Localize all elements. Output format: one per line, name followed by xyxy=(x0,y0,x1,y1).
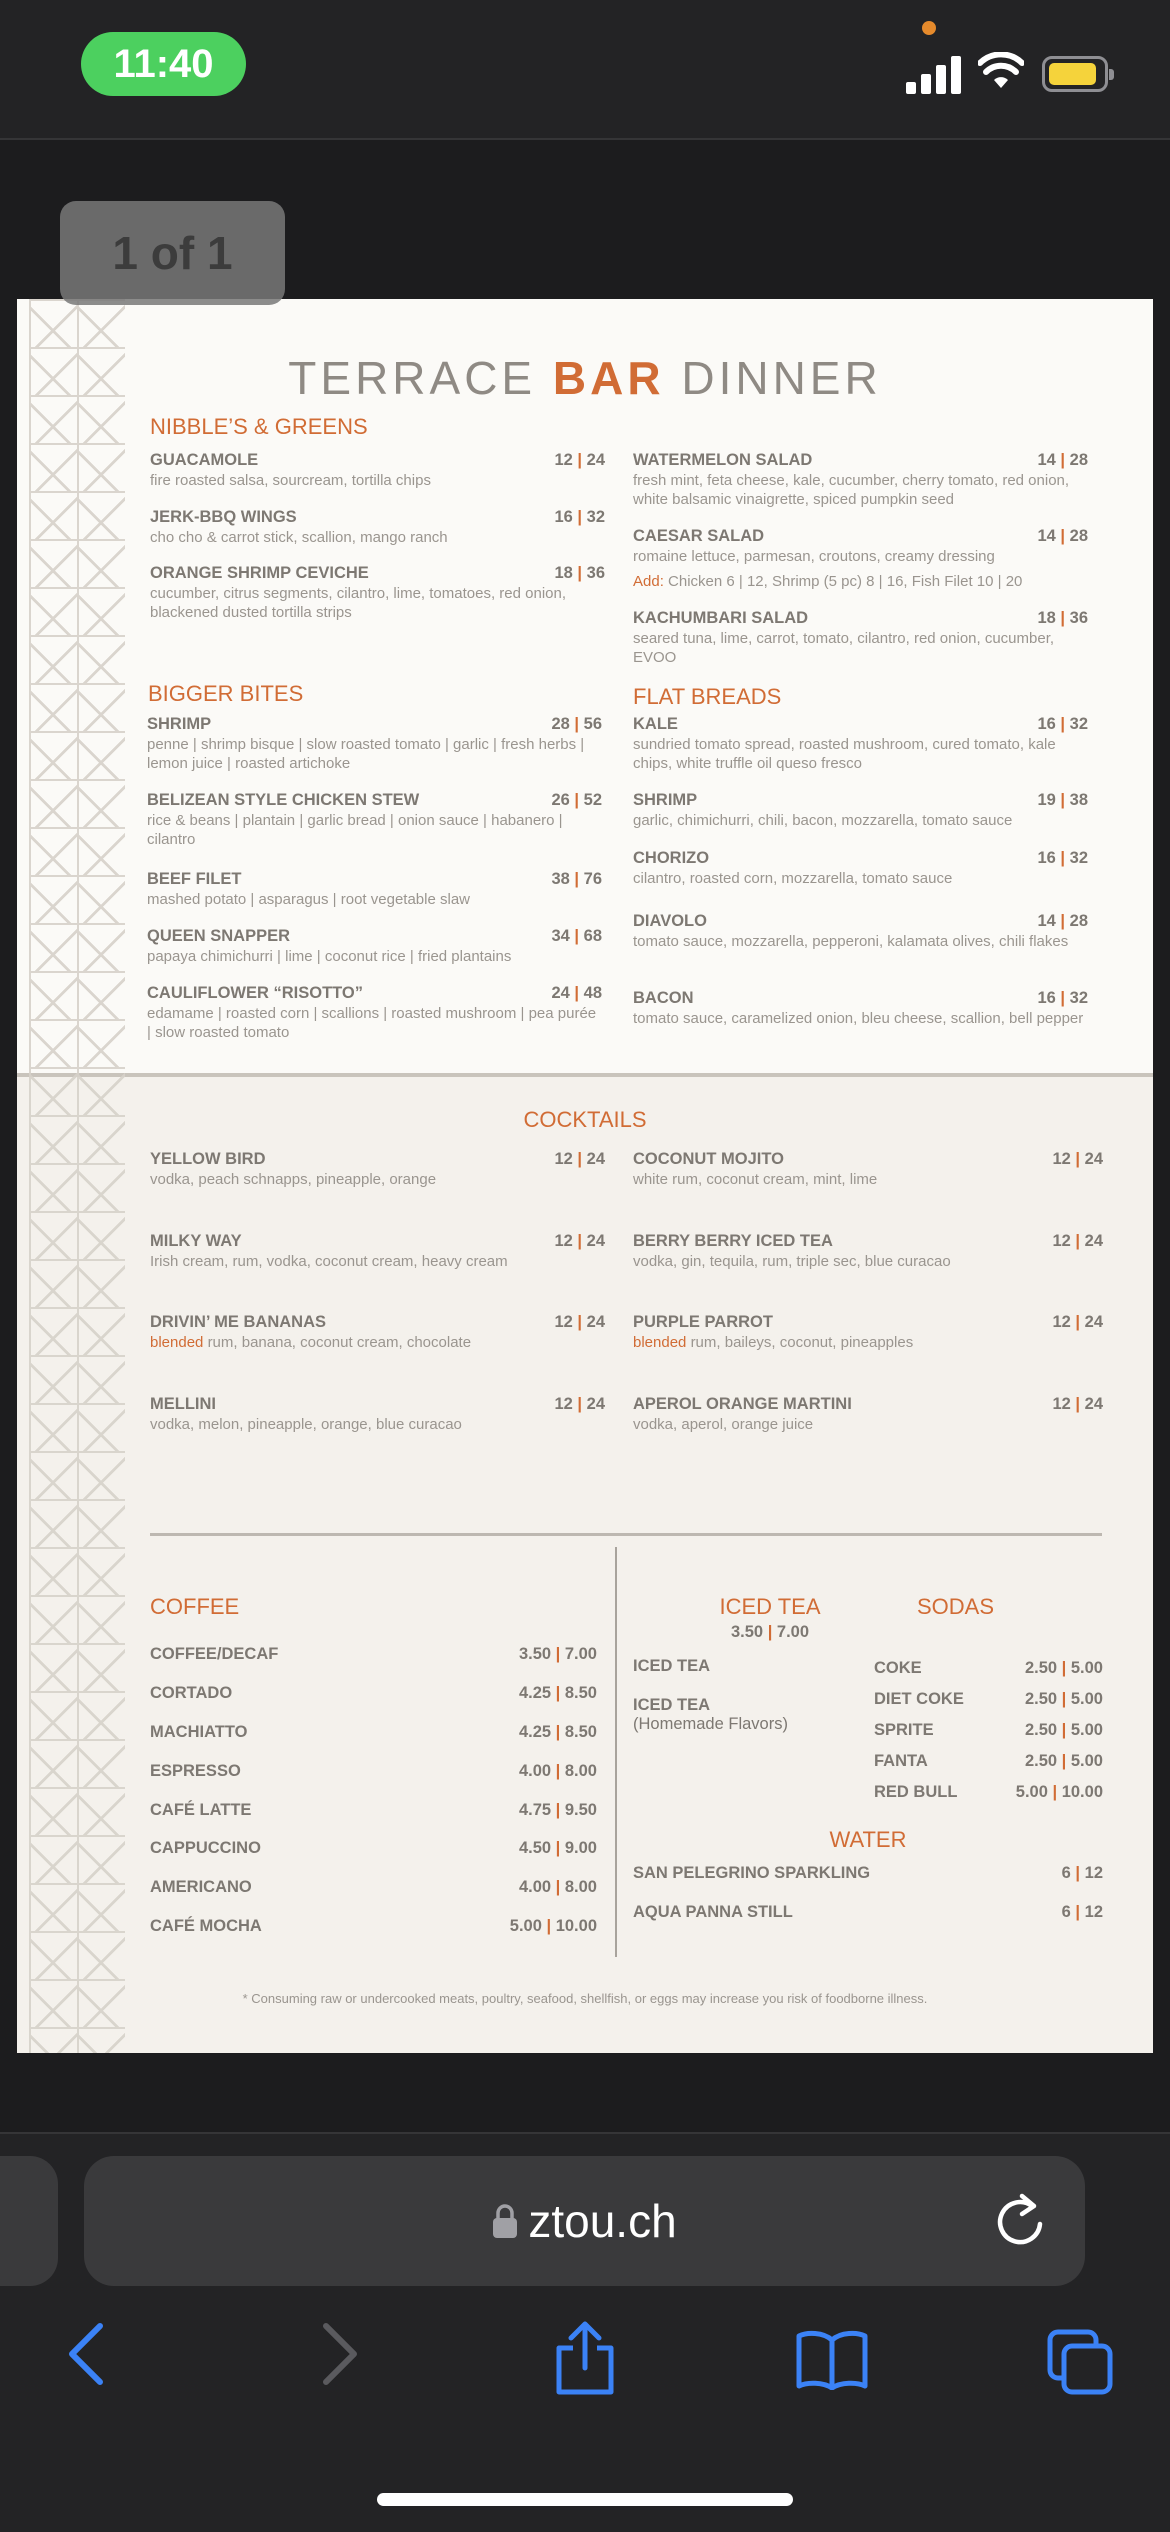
forward-icon[interactable] xyxy=(320,2322,360,2386)
item-price: 12 | 24 xyxy=(554,1395,605,1413)
iced-tea-item: ICED TEA xyxy=(633,1657,711,1675)
item-price: 16 | 32 xyxy=(1037,715,1088,733)
menu-item xyxy=(147,927,602,966)
item-name: COCONUT MOJITO xyxy=(633,1150,784,1168)
foodborne-disclaimer: * Consuming raw or undercooked meats, poultry, seafood, shellfish, or eggs may increase you risk of foodborne illness. xyxy=(242,1991,928,2006)
item-desc: seared tuna, lime, carrot, tomato, cilantro, red onion, cucumber, EVOO xyxy=(633,630,1055,666)
item-name: SHRIMP xyxy=(633,791,698,809)
item-desc: cucumber, citrus segments, cilantro, lime, tomatoes, red onion, blackened dusted tortilla strips xyxy=(150,585,567,621)
item-desc: blended rum, baileys, coconut, pineapples xyxy=(633,1334,914,1351)
menu-item xyxy=(633,989,1088,1028)
item-price: 14 | 28 xyxy=(1037,451,1088,469)
item-desc: white rum, coconut cream, mint, lime xyxy=(633,1171,878,1188)
menu-item xyxy=(633,1232,1103,1271)
item-desc: tomato sauce, mozzarella, pepperoni, kalamata olives, chili flakes xyxy=(633,933,1069,950)
item-price: 18 | 36 xyxy=(1037,609,1088,627)
item-price: 14 | 28 xyxy=(1037,527,1088,545)
soda-item: DIET COKE xyxy=(874,1690,964,1708)
item-name: BELIZEAN STYLE CHICKEN STEW xyxy=(147,791,420,809)
soda-price: 2.50 | 5.00 xyxy=(1024,1659,1103,1677)
item-price: 12 | 24 xyxy=(1052,1232,1103,1250)
water-item: AQUA PANNA STILL xyxy=(633,1903,793,1921)
menu-item xyxy=(633,791,1088,830)
item-name: DRIVIN’ ME BANANAS xyxy=(150,1313,327,1331)
item-name: QUEEN SNAPPER xyxy=(147,927,291,945)
item-price: 34 | 68 xyxy=(551,927,602,945)
lock-icon xyxy=(492,2203,518,2239)
coffee-item: CAPPUCCINO xyxy=(150,1839,261,1857)
item-name: PURPLE PARROT xyxy=(633,1313,773,1331)
section-heading-nibbles: NIBBLE’S & GREENS xyxy=(150,414,368,439)
item-desc: Irish cream, rum, vodka, coconut cream, heavy cream xyxy=(150,1253,508,1270)
menu-item xyxy=(633,451,1088,509)
soda-price: 5.00 | 10.00 xyxy=(1015,1783,1103,1801)
item-desc: cho cho & carrot stick, scallion, mango ranch xyxy=(150,529,448,546)
coffee-price: 4.75 | 9.50 xyxy=(518,1801,597,1819)
menu-item xyxy=(633,715,1088,773)
item-name: GUACAMOLE xyxy=(150,451,259,469)
menu-title xyxy=(17,351,1153,405)
previous-tab-edge[interactable] xyxy=(0,2156,58,2286)
section-heading-bigger-bites: BIGGER BITES xyxy=(148,681,304,706)
menu-item xyxy=(633,1313,1103,1352)
water-item: SAN PELEGRINO SPARKLING xyxy=(633,1864,871,1882)
menu-item xyxy=(633,912,1088,951)
item-desc: sundried tomato spread, roasted mushroom, cured tomato, kale chips, white truffle oil queso fresco xyxy=(633,736,1056,772)
menu-document xyxy=(17,299,1153,2053)
item-price: 12 | 24 xyxy=(554,1313,605,1331)
item-name: KALE xyxy=(633,715,678,733)
iced-tea-subtitle: (Homemade Flavors) xyxy=(633,1715,788,1733)
item-name: APEROL ORANGE MARTINI xyxy=(633,1395,852,1413)
menu-divider xyxy=(17,1073,1153,1077)
item-price: 12 | 24 xyxy=(554,451,605,469)
item-desc: fire roasted salsa, sourcream, tortilla chips xyxy=(150,472,431,489)
coffee-price: 5.00 | 10.00 xyxy=(509,1917,597,1935)
item-desc: vodka, melon, pineapple, orange, blue curacao xyxy=(150,1416,462,1433)
item-desc: penne | shrimp bisque | slow roasted tomato | garlic | fresh herbs | lemon juice | roasted artichoke xyxy=(147,736,585,772)
menu-item xyxy=(633,609,1088,667)
back-icon[interactable] xyxy=(66,2322,106,2386)
coffee-price: 4.00 | 8.00 xyxy=(518,1878,597,1896)
menu-item xyxy=(150,451,605,490)
item-price: 14 | 28 xyxy=(1037,912,1088,930)
coffee-price: 4.25 | 8.50 xyxy=(518,1723,597,1741)
item-desc: papaya chimichurri | lime | coconut rice | fried plantains xyxy=(147,948,512,965)
bookmarks-icon[interactable] xyxy=(795,2330,869,2390)
menu-item xyxy=(147,870,602,909)
menu-item xyxy=(147,791,602,849)
menu-item xyxy=(147,984,602,1042)
item-desc: blended rum, banana, coconut cream, chocolate xyxy=(150,1334,472,1351)
item-name: MELLINI xyxy=(150,1395,216,1413)
horizontal-divider xyxy=(150,1533,1102,1536)
item-desc: vodka, gin, tequila, rum, triple sec, blue curacao xyxy=(633,1253,951,1270)
menu-item xyxy=(150,508,605,547)
section-heading-sodas: SODAS xyxy=(917,1594,995,1619)
soda-item: COKE xyxy=(874,1659,922,1677)
title-dinner: DINNER xyxy=(681,352,882,404)
coffee-price: 4.50 | 9.00 xyxy=(518,1839,597,1857)
item-price: 18 | 36 xyxy=(554,564,605,582)
vertical-divider xyxy=(615,1547,617,1957)
item-name: CAULIFLOWER “RISOTTO” xyxy=(147,984,364,1002)
item-price: 26 | 52 xyxy=(551,791,602,809)
item-price: 24 | 48 xyxy=(551,984,602,1002)
coffee-item: CAFÉ MOCHA xyxy=(150,1917,262,1935)
item-price: 12 | 24 xyxy=(554,1232,605,1250)
wifi-icon xyxy=(978,52,1024,90)
iced-tea-item: ICED TEA xyxy=(633,1696,711,1714)
item-name: BERRY BERRY ICED TEA xyxy=(633,1232,833,1250)
address-bar[interactable] xyxy=(84,2156,1085,2286)
section-heading-flat-breads: FLAT BREADS xyxy=(633,684,782,709)
item-desc: garlic, chimichurri, chili, bacon, mozzarella, tomato sauce xyxy=(633,812,1013,829)
home-indicator[interactable] xyxy=(377,2493,793,2506)
url-label: ztou.ch xyxy=(528,2195,677,2247)
battery-icon xyxy=(1042,56,1108,92)
soda-price: 2.50 | 5.00 xyxy=(1024,1752,1103,1770)
menu-item xyxy=(633,527,1088,591)
soda-price: 2.50 | 5.00 xyxy=(1024,1721,1103,1739)
menu-item xyxy=(150,1150,605,1189)
address-text xyxy=(84,2156,1085,2286)
tabs-icon[interactable] xyxy=(1046,2328,1114,2396)
item-name: ORANGE SHRIMP CEVICHE xyxy=(150,564,369,582)
item-name: BEEF FILET xyxy=(147,870,242,888)
caesar-add-ons: Add: Chicken 6 | 12, Shrimp (5 pc) 8 | 16, Fish Filet 10 | 20 xyxy=(633,573,1023,590)
privacy-indicator-dot xyxy=(922,21,936,35)
section-heading-cocktails: COCKTAILS xyxy=(523,1107,647,1132)
status-bar xyxy=(0,0,1170,140)
menu-item xyxy=(633,1395,1103,1434)
coffee-item: CAFÉ LATTE xyxy=(150,1801,252,1819)
pdf-page-counter: 1 of 1 xyxy=(60,201,285,305)
coffee-item: CORTADO xyxy=(150,1684,233,1702)
menu-item xyxy=(147,715,602,773)
coffee-item: MACHIATTO xyxy=(150,1723,248,1741)
soda-item: RED BULL xyxy=(874,1783,958,1801)
item-desc: edamame | roasted corn | scallions | roasted mushroom | pea purée | slow roasted tomato xyxy=(147,1005,597,1041)
item-name: DIAVOLO xyxy=(633,912,707,930)
item-name: WATERMELON SALAD xyxy=(633,451,813,469)
menu-item xyxy=(633,1150,1103,1189)
reload-icon[interactable] xyxy=(992,2190,1048,2250)
water-price: 6 | 12 xyxy=(1061,1864,1103,1882)
item-price: 12 | 24 xyxy=(1052,1150,1103,1168)
item-name: CAESAR SALAD xyxy=(633,527,765,545)
signal-icon xyxy=(906,54,962,94)
item-price: 12 | 24 xyxy=(1052,1313,1103,1331)
item-price: 38 | 76 xyxy=(551,870,602,888)
decorative-pattern xyxy=(29,299,125,2053)
item-price: 16 | 32 xyxy=(1037,849,1088,867)
item-name: JERK-BBQ WINGS xyxy=(150,508,297,526)
coffee-item: AMERICANO xyxy=(150,1878,252,1896)
item-price: 12 | 24 xyxy=(1052,1395,1103,1413)
coffee-item: COFFEE/DECAF xyxy=(150,1645,279,1663)
menu-item xyxy=(150,1313,605,1352)
share-icon[interactable] xyxy=(553,2320,617,2396)
coffee-price: 4.00 | 8.00 xyxy=(518,1762,597,1780)
section-heading-water: WATER xyxy=(829,1827,907,1852)
item-name: MILKY WAY xyxy=(150,1232,242,1250)
soda-price: 2.50 | 5.00 xyxy=(1024,1690,1103,1708)
item-desc: vodka, peach schnapps, pineapple, orange xyxy=(150,1171,437,1188)
soda-item: SPRITE xyxy=(874,1721,934,1739)
item-desc: mashed potato | asparagus | root vegetable slaw xyxy=(147,891,470,908)
item-desc: tomato sauce, caramelized onion, bleu cheese, scallion, bell pepper xyxy=(633,1010,1084,1027)
item-price: 28 | 56 xyxy=(551,715,602,733)
menu-item xyxy=(150,1395,605,1434)
item-price: 16 | 32 xyxy=(554,508,605,526)
soda-item: FANTA xyxy=(874,1752,928,1770)
coffee-item: ESPRESSO xyxy=(150,1762,241,1780)
item-desc: romaine lettuce, parmesan, croutons, creamy dressing xyxy=(633,548,995,565)
item-price: 12 | 24 xyxy=(554,1150,605,1168)
menu-item xyxy=(633,849,1088,888)
item-desc: rice & beans | plantain | garlic bread | onion sauce | habanero | cilantro xyxy=(147,812,563,848)
iced-tea-price: 3.50 | 7.00 xyxy=(730,1623,810,1641)
item-desc: fresh mint, feta cheese, kale, cucumber, cherry tomato, red onion, white balsamic vinaigrette, spiced pumpkin seed xyxy=(633,472,1070,508)
item-name: SHRIMP xyxy=(147,715,212,733)
title-terrace: TERRACE xyxy=(288,352,537,404)
item-desc: cilantro, roasted corn, mozzarella, tomato sauce xyxy=(633,870,953,887)
item-name: YELLOW BIRD xyxy=(150,1150,266,1168)
section-heading-iced-tea: ICED TEA xyxy=(719,1594,821,1619)
item-name: BACON xyxy=(633,989,694,1007)
menu-item xyxy=(150,564,605,622)
water-price: 6 | 12 xyxy=(1061,1903,1103,1921)
item-price: 16 | 32 xyxy=(1037,989,1088,1007)
status-time[interactable]: 11:40 xyxy=(81,32,246,96)
section-heading-coffee: COFFEE xyxy=(150,1594,240,1619)
title-bar: BAR xyxy=(552,352,665,404)
item-name: CHORIZO xyxy=(633,849,710,867)
item-price: 19 | 38 xyxy=(1037,791,1088,809)
coffee-price: 3.50 | 7.00 xyxy=(518,1645,597,1663)
item-desc: vodka, aperol, orange juice xyxy=(633,1416,814,1433)
menu-item xyxy=(150,1232,605,1271)
item-name: KACHUMBARI SALAD xyxy=(633,609,809,627)
coffee-price: 4.25 | 8.50 xyxy=(518,1684,597,1702)
